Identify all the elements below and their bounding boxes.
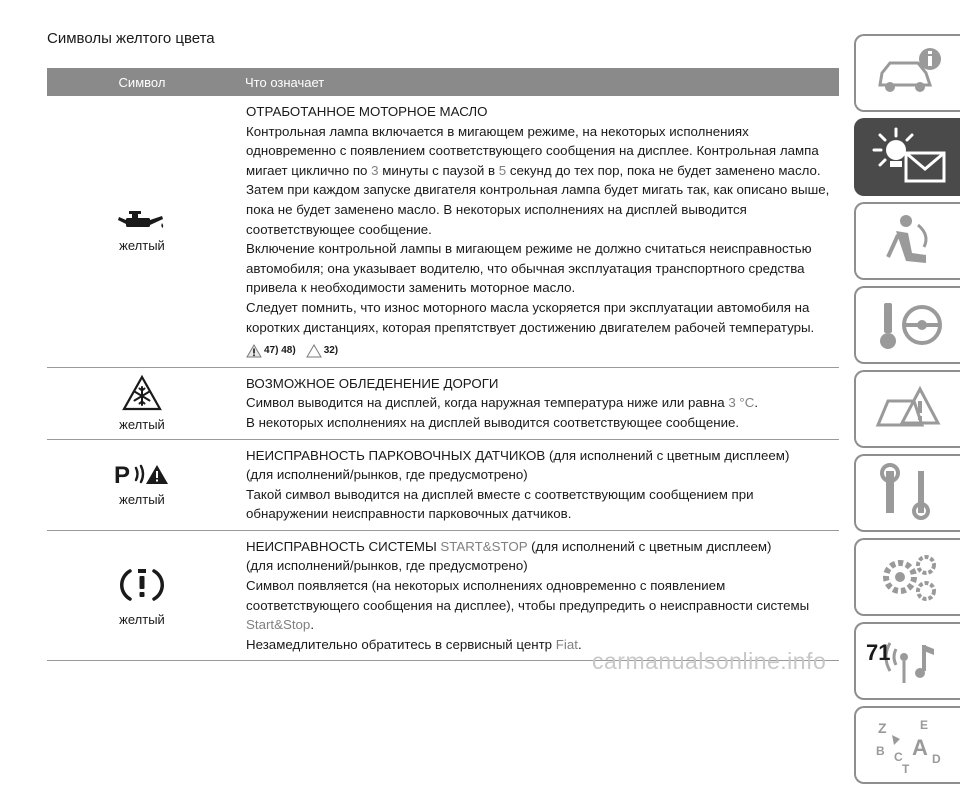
system-name: Start&Stop	[246, 617, 311, 633]
text-span: .	[754, 395, 759, 411]
text-span: Незамедлительно обратитесь в сервисный центр	[246, 636, 556, 652]
meaning-cell	[237, 368, 839, 439]
meaning-cell	[237, 440, 839, 530]
temperature-value: 3 °C	[728, 395, 755, 411]
symbol-color-label: желтый	[119, 416, 165, 432]
text-span: .	[577, 636, 582, 652]
tab-safety[interactable]	[854, 202, 960, 280]
symbol-cell	[47, 96, 237, 367]
header-symbol: Символ	[118, 74, 166, 90]
svg-text:D: D	[932, 752, 941, 766]
symbol-color-label: желтый	[119, 237, 165, 253]
text-span: Символ выводится на дисплей, когда наружная температура ниже или равна	[246, 395, 729, 411]
title-note: (для исполнений с цветным дисплеем)	[527, 538, 772, 554]
warning-triangle-icon	[246, 344, 262, 358]
emergency-triangle-icon	[868, 379, 948, 439]
svg-text:A: A	[912, 735, 928, 760]
meaning-cell	[237, 96, 839, 367]
oil-pressure-icon	[116, 210, 168, 232]
row-title: ВОЗМОЖНОЕ ОБЛЕДЕНЕНИЕ ДОРОГИ	[246, 375, 499, 391]
paragraph: Такой символ выводится на дисплей вместе с соответствующим сообщением при обнаружении неисправности парковочных датчиков.	[246, 486, 754, 522]
chapter-sidebar	[854, 34, 960, 790]
tab-index[interactable]	[854, 706, 960, 784]
svg-text:E: E	[920, 718, 929, 732]
paragraph	[246, 122, 839, 181]
tab-getting-to-know-car[interactable]	[854, 34, 960, 112]
caution-refs: 32)	[323, 345, 339, 357]
header-meaning: Что означает	[245, 74, 325, 90]
row-title: ОТРАБОТАННОЕ МОТОРНОЕ МАСЛО	[246, 104, 488, 119]
symbols-table	[47, 68, 839, 661]
alphabetical-index-icon	[868, 715, 948, 775]
snowflake-warning-icon	[122, 375, 162, 411]
paragraph: В некоторых исполнениях на дисплей выводится соответствующее сообщение.	[246, 414, 740, 430]
title-note: (для исполнений с цветным дисплеем)	[545, 447, 790, 463]
svg-text:B: B	[876, 744, 885, 758]
svg-text:P: P	[114, 462, 131, 490]
paragraph	[246, 576, 839, 635]
number-span: 3	[371, 162, 379, 178]
paragraph: Следует помнить, что износ моторного масла ускоряется при эксплуатации автомобиля на коротких дистанциях, которая препятствует достижению двигателем рабочей температуры.	[246, 299, 815, 335]
brand-name: Fiat	[555, 636, 578, 652]
start-stop-fault-icon	[121, 564, 163, 606]
symbol-color-label: желтый	[119, 492, 165, 508]
tab-technical-data[interactable]	[854, 538, 960, 616]
tab-warning-lights[interactable]	[854, 118, 960, 196]
reference-line	[246, 341, 839, 361]
title-text: НЕИСПРАВНОСТЬ СИСТЕМЫ	[246, 538, 441, 554]
symbol-cell	[47, 531, 237, 661]
row-title	[246, 537, 839, 557]
text-span: Контрольная лампа включается в мигающем режиме, на некоторых исполнениях одновременно с появлением соответствующего сообщения на дисплее. Контрольная лампа мигает циклично по	[246, 123, 819, 178]
system-name: START&STOP	[440, 538, 528, 554]
text-span: .	[310, 617, 315, 633]
tab-emergency[interactable]	[854, 370, 960, 448]
parking-sensor-fault-icon	[114, 462, 170, 490]
paragraph: (для исполнений/рынков, где предусмотрено)	[246, 558, 528, 574]
paragraph: (для исполнений/рынков, где предусмотрено)	[246, 467, 528, 483]
svg-text:Z: Z	[878, 720, 887, 736]
meaning-cell	[237, 531, 839, 661]
number-span: 5	[498, 162, 507, 178]
title-text: НЕИСПРАВНОСТЬ ПАРКОВОЧНЫХ ДАТЧИКОВ	[246, 447, 546, 463]
text-span: секунд до тех пор, пока не будет заменено масло.	[506, 162, 821, 178]
symbol-color-label: желтый	[119, 612, 165, 628]
text-span: Символ появляется (на некоторых исполнениях одновременно с появлением соответствующего сообщения на дисплее), чтобы предупредить о неисправности системы	[246, 578, 810, 613]
watermark: carmanualsonline.info	[592, 648, 827, 674]
paragraph	[246, 393, 839, 413]
table-row	[47, 440, 839, 531]
table-header	[47, 68, 839, 96]
svg-text:T: T	[902, 762, 910, 776]
table-row	[47, 368, 839, 440]
svg-text:C: C	[894, 750, 903, 764]
caution-triangle-icon	[306, 344, 322, 358]
symbol-cell	[47, 368, 237, 439]
table-row	[47, 96, 839, 368]
maintenance-tools-icon	[868, 463, 948, 523]
tab-starting-driving[interactable]	[854, 286, 960, 364]
page-title: Символы желтого цвета	[47, 30, 215, 47]
paragraph: Включение контрольной лампы в мигающем режиме не должно считаться неисправностью автомобиля; она указывает водителю, что обычная эксплуатация транспортного средства привела к необходимости заменить моторное масло.	[246, 241, 812, 296]
warning-refs: 47) 48)	[264, 345, 296, 357]
page-number: 71	[866, 640, 891, 665]
text-span: минуты с паузой в	[378, 162, 499, 178]
warning-lights-message-icon	[866, 125, 950, 189]
table-row	[47, 531, 839, 662]
paragraph: Затем при каждом запуске двигателя контрольная лампа будет мигать так, как описано выше, пока не будет заменено масло. В некоторых исполнениях на дисплей выводится соответствующее сообщение.	[246, 182, 830, 237]
row-title	[246, 446, 839, 466]
technical-data-gears-icon	[868, 547, 948, 607]
key-steering-wheel-icon	[868, 295, 948, 355]
tab-maintenance[interactable]	[854, 454, 960, 532]
car-info-icon	[868, 43, 948, 103]
symbol-cell	[47, 440, 237, 530]
seat-airbag-icon	[868, 211, 948, 271]
